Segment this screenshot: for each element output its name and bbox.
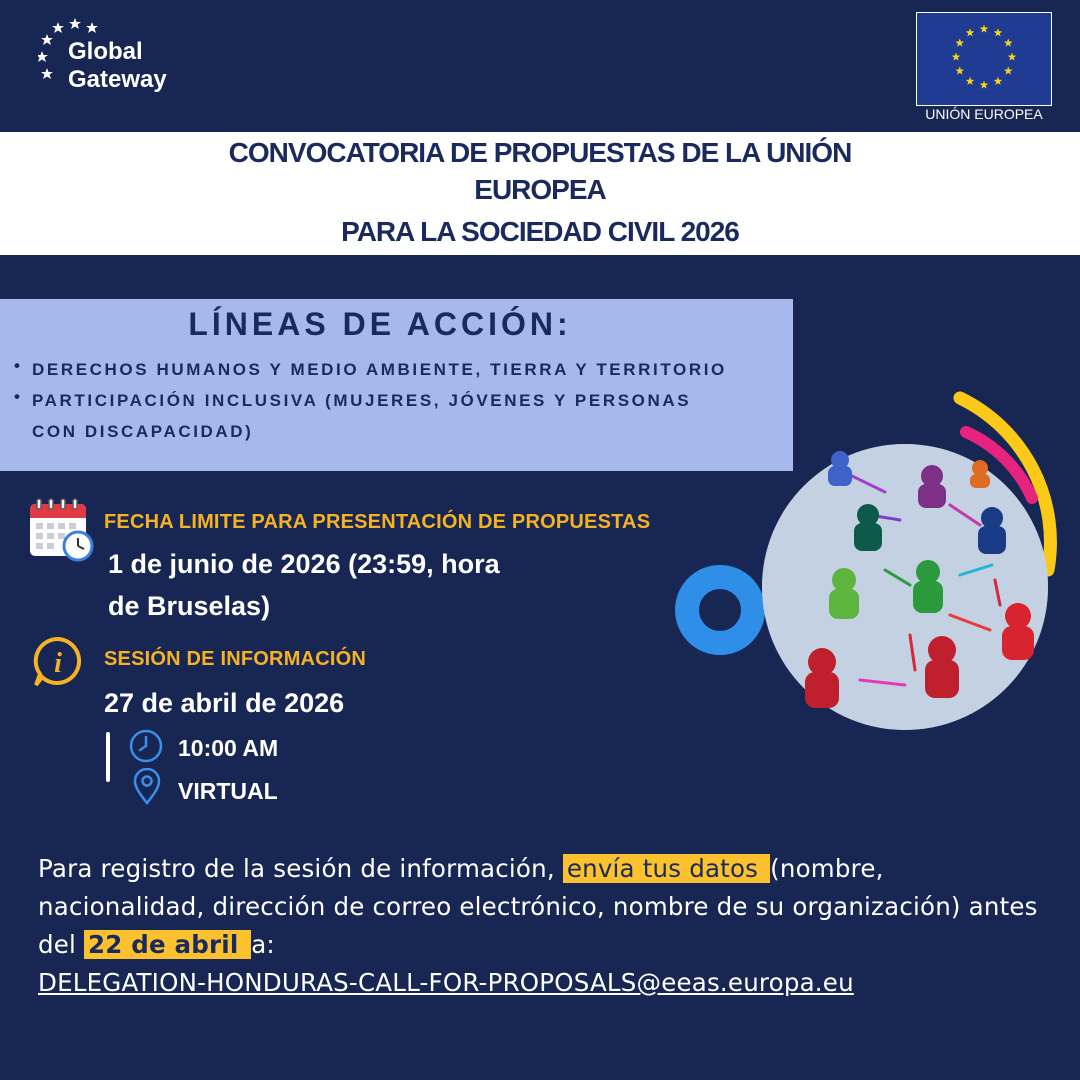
divider-bar bbox=[106, 732, 110, 782]
eu-star bbox=[980, 81, 989, 89]
action-item-1: DERECHOS HUMANOS Y MEDIO AMBIENTE, TIERRA Y TERRITORIO bbox=[32, 360, 727, 379]
global-gateway-text: Global Gateway bbox=[68, 38, 167, 93]
registration-text-3: a: bbox=[251, 930, 275, 959]
eu-star bbox=[955, 67, 964, 75]
eu-star bbox=[966, 77, 975, 85]
info-session-time: 10:00 AM bbox=[178, 735, 279, 761]
eu-flag bbox=[916, 12, 1052, 106]
svg-text:i: i bbox=[54, 648, 62, 679]
registration-text-1: Para registro de la sesión de información, bbox=[38, 854, 563, 883]
action-item-2: PARTICIPACIÓN INCLUSIVA (MUJERES, JÓVENES Y PERSONAS bbox=[32, 391, 692, 410]
bullet: • bbox=[14, 387, 20, 406]
eu-star bbox=[1008, 53, 1017, 61]
eu-flag-icon bbox=[917, 13, 1051, 105]
eu-star bbox=[994, 77, 1003, 85]
eu-star bbox=[1004, 39, 1013, 47]
info-session-mode: VIRTUAL bbox=[178, 778, 278, 804]
eu-star bbox=[955, 39, 964, 47]
info-session-date: 27 de abril de 2026 bbox=[104, 688, 345, 718]
info-session-heading: SESIÓN DE INFORMACIÓN bbox=[104, 648, 366, 670]
info-icon bbox=[32, 636, 84, 688]
title-line-1: CONVOCATORIA DE PROPUESTAS DE LA UNIÓN bbox=[228, 137, 852, 168]
action-lines-heading: LÍNEAS DE ACCIÓN: bbox=[188, 306, 572, 342]
decorative-graphic bbox=[660, 380, 1080, 730]
eu-star bbox=[994, 28, 1003, 36]
calendar-clock-icon bbox=[28, 498, 96, 564]
registration-paragraph bbox=[38, 850, 1048, 1002]
global-gateway-logo bbox=[38, 18, 198, 98]
eu-caption: UNIÓN EUROPEA bbox=[925, 106, 1043, 122]
registration-email-link[interactable]: DELEGATION-HONDURAS-CALL-FOR-PROPOSALS@eeas.europa.eu bbox=[38, 968, 854, 997]
deadline-date-line1: 1 de junio de 2026 (23:59, hora bbox=[108, 549, 500, 579]
bullet: • bbox=[14, 356, 20, 375]
eu-star bbox=[966, 28, 975, 36]
eu-star bbox=[952, 53, 961, 61]
registration-highlight-send: envía tus datos bbox=[563, 854, 770, 883]
registration-highlight-date: 22 de abril bbox=[84, 930, 251, 959]
location-pin-icon bbox=[132, 768, 162, 806]
title-line-2: EUROPEA bbox=[474, 174, 606, 205]
action-item-2-cont: CON DISCAPACIDAD) bbox=[32, 422, 254, 441]
title-line-3: PARA LA SOCIEDAD CIVIL 2026 bbox=[341, 216, 739, 247]
clock-icon bbox=[128, 728, 164, 764]
registration-text-2: (nombre, nacionalidad, dirección de correo electrónico, nombre de su organización) antes del bbox=[38, 854, 1038, 959]
eu-star bbox=[980, 25, 989, 33]
deadline-heading: FECHA LIMITE PARA PRESENTACIÓN DE PROPUESTAS bbox=[104, 511, 651, 533]
deadline-date-line2: de Bruselas) bbox=[108, 591, 271, 621]
eu-star bbox=[1004, 67, 1013, 75]
